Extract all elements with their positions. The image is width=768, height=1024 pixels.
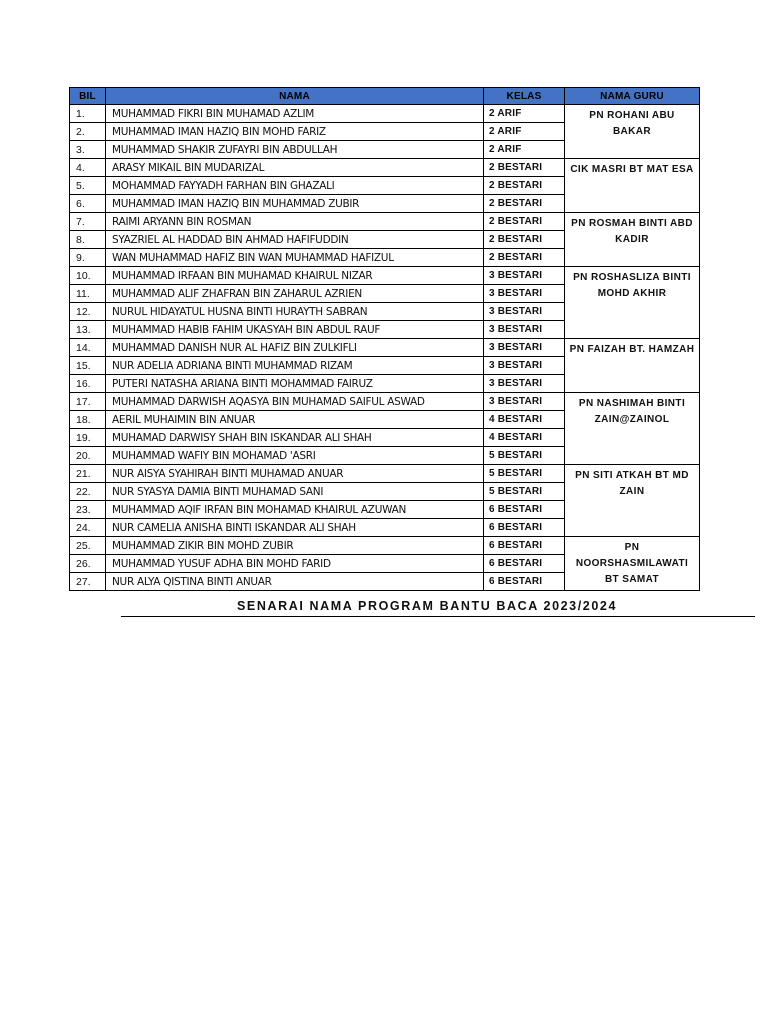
cell-nama: NUR CAMELIA ANISHA BINTI ISKANDAR ALI SHAH (106, 519, 484, 537)
cell-nama: MUHAMMAD ZIKIR BIN MOHD ZUBIR (106, 537, 484, 555)
cell-kelas: 3 BESTARI (484, 267, 565, 285)
cell-nama: NUR ALYA QISTINA BINTI ANUAR (106, 573, 484, 591)
cell-bil: 3. (70, 141, 106, 159)
cell-nama: ARASY MIKAIL BIN MUDARIZAL (106, 159, 484, 177)
cell-kelas: 3 BESTARI (484, 321, 565, 339)
cell-nama: MUHAMAD DARWISY SHAH BIN ISKANDAR ALI SHAH (106, 429, 484, 447)
cell-bil: 16. (70, 375, 106, 393)
cell-nama: MUHAMMAD IMAN HAZIQ BIN MOHD FARIZ (106, 123, 484, 141)
header-kelas: KELAS (484, 88, 565, 105)
table-row (70, 393, 700, 411)
cell-kelas: 3 BESTARI (484, 303, 565, 321)
cell-bil: 22. (70, 483, 106, 501)
header-nama: NAMA (106, 88, 484, 105)
cell-bil: 7. (70, 213, 106, 231)
cell-nama: MUHAMMAD DARWISH AQASYA BIN MUHAMAD SAIFUL ASWAD (106, 393, 484, 411)
cell-nama-guru: PN NASHIMAH BINTI ZAIN@ZAINOL (565, 393, 700, 465)
cell-kelas: 6 BESTARI (484, 519, 565, 537)
cell-kelas: 2 BESTARI (484, 159, 565, 177)
cell-kelas: 2 ARIF (484, 141, 565, 159)
cell-kelas: 3 BESTARI (484, 339, 565, 357)
cell-nama-guru: CIK MASRI BT MAT ESA (565, 159, 700, 213)
cell-nama: NUR AISYA SYAHIRAH BINTI MUHAMAD ANUAR (106, 465, 484, 483)
cell-bil: 14. (70, 339, 106, 357)
table-row (70, 267, 700, 285)
cell-kelas: 3 BESTARI (484, 285, 565, 303)
cell-nama-guru: PN FAIZAH BT. HAMZAH (565, 339, 700, 393)
cell-nama: NURUL HIDAYATUL HUSNA BINTI HURAYTH SABRAN (106, 303, 484, 321)
cell-nama: PUTERI NATASHA ARIANA BINTI MOHAMMAD FAIRUZ (106, 375, 484, 393)
cell-bil: 27. (70, 573, 106, 591)
header-nama-guru: NAMA GURU (565, 88, 700, 105)
cell-kelas: 2 BESTARI (484, 231, 565, 249)
cell-nama: MUHAMMAD ALIF ZHAFRAN BIN ZAHARUL AZRIEN (106, 285, 484, 303)
cell-bil: 8. (70, 231, 106, 249)
cell-kelas: 5 BESTARI (484, 483, 565, 501)
cell-kelas: 3 BESTARI (484, 357, 565, 375)
cell-bil: 5. (70, 177, 106, 195)
cell-bil: 10. (70, 267, 106, 285)
header-bil: BIL (70, 88, 106, 105)
cell-nama: MUHAMMAD IMAN HAZIQ BIN MUHAMMAD ZUBIR (106, 195, 484, 213)
cell-kelas: 2 BESTARI (484, 195, 565, 213)
cell-bil: 11. (70, 285, 106, 303)
cell-bil: 15. (70, 357, 106, 375)
table-row (70, 213, 700, 231)
cell-nama: SYAZRIEL AL HADDAD BIN AHMAD HAFIFUDDIN (106, 231, 484, 249)
cell-bil: 13. (70, 321, 106, 339)
cell-bil: 19. (70, 429, 106, 447)
cell-nama: MUHAMMAD HABIB FAHIM UKASYAH BIN ABDUL RAUF (106, 321, 484, 339)
table-row (70, 465, 700, 483)
cell-nama: WAN MUHAMMAD HAFIZ BIN WAN MUHAMMAD HAFIZUL (106, 249, 484, 267)
cell-bil: 25. (70, 537, 106, 555)
cell-nama: MUHAMMAD IRFAAN BIN MUHAMAD KHAIRUL NIZAR (106, 267, 484, 285)
table-row (70, 159, 700, 177)
cell-bil: 2. (70, 123, 106, 141)
cell-bil: 21. (70, 465, 106, 483)
cell-kelas: 6 BESTARI (484, 573, 565, 591)
cell-nama: NUR ADELIA ADRIANA BINTI MUHAMMAD RIZAM (106, 357, 484, 375)
student-table (69, 87, 700, 591)
cell-bil: 1. (70, 105, 106, 123)
cell-kelas: 5 BESTARI (484, 465, 565, 483)
cell-nama: NUR SYASYA DAMIA BINTI MUHAMAD SANI (106, 483, 484, 501)
cell-kelas: 2 BESTARI (484, 249, 565, 267)
cell-kelas: 2 BESTARI (484, 213, 565, 231)
cell-nama-guru: PN ROSHASLIZA BINTI MOHD AKHIR (565, 267, 700, 339)
cell-nama: MUHAMMAD YUSUF ADHA BIN MOHD FARID (106, 555, 484, 573)
cell-kelas: 3 BESTARI (484, 375, 565, 393)
cell-bil: 20. (70, 447, 106, 465)
cell-nama: AERIL MUHAIMIN BIN ANUAR (106, 411, 484, 429)
cell-kelas: 5 BESTARI (484, 447, 565, 465)
cell-kelas: 3 BESTARI (484, 393, 565, 411)
cell-nama: MUHAMMAD FIKRI BIN MUHAMAD AZLIM (106, 105, 484, 123)
cell-nama-guru: PN ROSMAH BINTI ABD KADIR (565, 213, 700, 267)
cell-nama: MUHAMMAD DANISH NUR AL HAFIZ BIN ZULKIFLI (106, 339, 484, 357)
cell-nama: MUHAMMAD SHAKIR ZUFAYRI BIN ABDULLAH (106, 141, 484, 159)
cell-kelas: 4 BESTARI (484, 411, 565, 429)
cell-kelas: 6 BESTARI (484, 501, 565, 519)
cell-nama: MOHAMMAD FAYYADH FARHAN BIN GHAZALI (106, 177, 484, 195)
header-row (70, 88, 700, 105)
table-body (70, 105, 700, 591)
cell-kelas: 6 BESTARI (484, 555, 565, 573)
cell-bil: 23. (70, 501, 106, 519)
table-row (70, 537, 700, 555)
cell-nama: MUHAMMAD AQIF IRFAN BIN MOHAMAD KHAIRUL AZUWAN (106, 501, 484, 519)
cell-bil: 26. (70, 555, 106, 573)
title-underline (121, 616, 755, 617)
cell-bil: 9. (70, 249, 106, 267)
cell-bil: 12. (70, 303, 106, 321)
cell-kelas: 2 BESTARI (484, 177, 565, 195)
cell-nama-guru: PN ROHANI ABU BAKAR (565, 105, 700, 159)
cell-kelas: 2 ARIF (484, 123, 565, 141)
cell-nama: MUHAMMAD WAFIY BIN MOHAMAD 'ASRI (106, 447, 484, 465)
student-table-container (69, 87, 699, 591)
cell-bil: 18. (70, 411, 106, 429)
cell-kelas: 2 ARIF (484, 105, 565, 123)
cell-kelas: 4 BESTARI (484, 429, 565, 447)
cell-kelas: 6 BESTARI (484, 537, 565, 555)
cell-nama-guru: PN SITI ATKAH BT MD ZAIN (565, 465, 700, 537)
document-title: SENARAI NAMA PROGRAM BANTU BACA 2023/2024 (237, 599, 618, 613)
table-row (70, 339, 700, 357)
table-row (70, 105, 700, 123)
cell-nama: RAIMI ARYANN BIN ROSMAN (106, 213, 484, 231)
cell-bil: 6. (70, 195, 106, 213)
cell-bil: 4. (70, 159, 106, 177)
cell-bil: 17. (70, 393, 106, 411)
cell-nama-guru: PN NOORSHASMILAWATI BT SAMAT (565, 537, 700, 591)
cell-bil: 24. (70, 519, 106, 537)
